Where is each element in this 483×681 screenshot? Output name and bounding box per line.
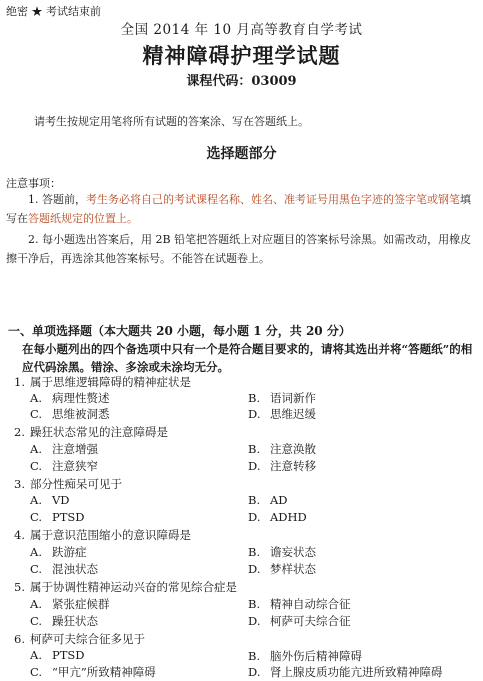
note-1-highlight-1: 考生务必将自己的考试课程名称、姓名、准考证号用黑色字迹的签字笔或钢笔 xyxy=(86,193,460,206)
option-letter: B . xyxy=(248,545,270,559)
option-letter: A . xyxy=(30,597,52,611)
option-text: ADHD xyxy=(270,510,307,524)
question-text: 柯萨可夫综合征多见于 xyxy=(30,632,145,646)
option-letter: C . xyxy=(30,614,52,628)
option-letter: C . xyxy=(30,510,52,524)
option-letter: B . xyxy=(248,442,270,456)
option-letter: B . xyxy=(248,649,270,663)
option-text: 注意增强 xyxy=(52,442,98,456)
note-1-highlight-2: 答题纸规定的位置上。 xyxy=(28,212,138,225)
option-d xyxy=(248,510,307,524)
option-text: 趺游症 xyxy=(52,545,87,559)
option-text: 注意转移 xyxy=(270,459,316,473)
option-letter: D . xyxy=(248,459,270,473)
question-text: 属于思维逻辑障碍的精神症状是 xyxy=(30,375,191,389)
question-text: 部分性痴呆可见于 xyxy=(30,477,122,491)
option-letter: D . xyxy=(248,665,270,679)
option-letter: A . xyxy=(30,493,52,507)
question-stem xyxy=(14,374,191,390)
question-number: 6 . xyxy=(14,632,30,646)
option-text: VD xyxy=(52,493,70,507)
option-letter: C . xyxy=(30,665,52,679)
option-a xyxy=(30,596,110,612)
notes-heading: 注意事项： xyxy=(6,177,61,190)
option-text: “甲亢”所致精神障碍 xyxy=(52,665,156,679)
question-stem xyxy=(14,424,168,440)
course-code: 课程代码：03009 xyxy=(186,74,297,89)
question-text: 躁狂状态常见的注意障碍是 xyxy=(30,425,168,439)
option-letter: A . xyxy=(30,442,52,456)
option-a xyxy=(30,493,70,507)
option-c xyxy=(30,561,98,577)
option-text: 语词新作 xyxy=(270,391,316,405)
question-stem xyxy=(14,631,145,647)
question-stem xyxy=(14,579,237,595)
section-title: 选择题部分 xyxy=(206,146,277,162)
question-number: 5 . xyxy=(14,580,30,594)
option-letter: C . xyxy=(30,562,52,576)
question-number: 4 . xyxy=(14,528,30,542)
note-1-middle: 填写在 xyxy=(6,193,471,225)
option-text: 思维迟缓 xyxy=(270,407,316,421)
option-text: 精神自动综合征 xyxy=(270,597,351,611)
question-number: 1 . xyxy=(14,375,30,389)
option-a xyxy=(30,390,110,406)
option-c xyxy=(30,458,98,474)
option-b xyxy=(248,648,362,664)
option-text: 紧张症候群 xyxy=(52,597,110,611)
option-b xyxy=(248,596,351,612)
option-a xyxy=(30,544,87,560)
option-text: 思维被洞悉 xyxy=(52,407,110,421)
question-stem xyxy=(14,527,191,543)
option-d xyxy=(248,406,316,422)
note-1-prefix: 1. 答题前， xyxy=(28,193,86,206)
option-text: 注意涣散 xyxy=(270,442,316,456)
option-b xyxy=(248,441,316,457)
option-letter: D . xyxy=(248,510,270,524)
option-letter: D . xyxy=(248,614,270,628)
general-instruction: 请考生按规定用笔将所有试题的答案涂、写在答题纸上。 xyxy=(34,115,309,128)
option-text: 谵妄状态 xyxy=(270,545,316,559)
option-letter: D . xyxy=(248,407,270,421)
option-text: 脑外伤后精神障碍 xyxy=(270,649,362,663)
option-c xyxy=(30,664,156,680)
option-letter: A . xyxy=(30,391,52,405)
option-b xyxy=(248,544,316,560)
option-letter: B . xyxy=(248,493,270,507)
option-d xyxy=(248,613,351,629)
option-letter: A . xyxy=(30,545,52,559)
option-text: 肾上腺皮质功能亢进所致精神障碍 xyxy=(270,665,443,679)
question-number: 3 . xyxy=(14,477,30,491)
exam-session-line: 全国 2014 年 10 月高等教育自学考试 xyxy=(120,22,363,38)
question-stem xyxy=(14,476,122,492)
option-text: 柯萨可夫综合征 xyxy=(270,614,351,628)
option-text: 躁狂状态 xyxy=(52,614,98,628)
option-text: 梦样状态 xyxy=(270,562,316,576)
note-2: 2. 每小题选出答案后，用 2B 铅笔把答题纸上对应题目的答案标号涂黑。如需改动，用橡皮擦干净后，再选涂其他答案标号。不能答在试题卷上。 xyxy=(6,233,472,265)
option-letter: B . xyxy=(248,597,270,611)
part-heading: 一、单项选择题（本大题共 20 小题，每小题 1 分，共 20 分） xyxy=(8,324,351,338)
option-d xyxy=(248,664,443,680)
option-text: 注意狭窄 xyxy=(52,459,98,473)
option-letter: C . xyxy=(30,459,52,473)
secret-mark: 绝密 ★ 考试结束前 xyxy=(6,5,101,18)
option-letter: A . xyxy=(30,648,52,662)
option-text: 病理性赘述 xyxy=(52,391,110,405)
part-description: 在每小题列出的四个备选项中只有一个是符合题目要求的，请将其选出并将“答题纸”的相应代码涂黑。错涂、多涂或未涂均无分。 xyxy=(22,342,473,374)
option-c xyxy=(30,406,110,422)
option-b xyxy=(248,390,316,406)
option-d xyxy=(248,458,316,474)
option-a xyxy=(30,648,85,662)
option-text: AD xyxy=(270,493,288,507)
option-d xyxy=(248,561,316,577)
option-text: PTSD xyxy=(52,648,85,662)
option-c xyxy=(30,613,98,629)
question-text: 属于意识范围缩小的意识障碍是 xyxy=(30,528,191,542)
note-1 xyxy=(6,190,476,228)
option-b xyxy=(248,493,288,507)
question-text: 属于协调性精神运动兴奋的常见综合症是 xyxy=(30,580,237,594)
option-letter: C . xyxy=(30,407,52,421)
option-letter: B . xyxy=(248,391,270,405)
option-text: 混浊状态 xyxy=(52,562,98,576)
option-a xyxy=(30,441,98,457)
option-letter: D . xyxy=(248,562,270,576)
option-text: PTSD xyxy=(52,510,85,524)
exam-title: 精神障碍护理学试题 xyxy=(142,43,341,68)
option-c xyxy=(30,510,85,524)
question-number: 2 . xyxy=(14,425,30,439)
